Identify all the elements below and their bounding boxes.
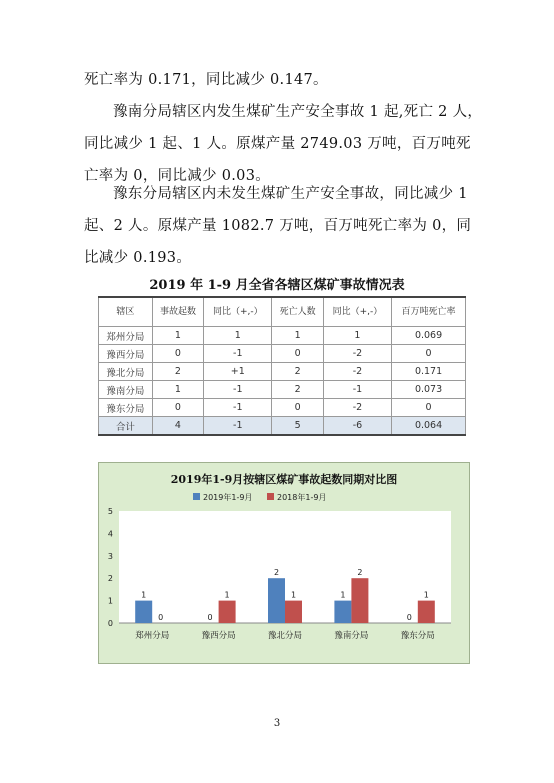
table-header-row bbox=[99, 297, 466, 327]
table-row bbox=[99, 345, 466, 363]
table-cell: -2 bbox=[323, 363, 391, 381]
chart-title: 2019年1-9月按辖区煤矿事故起数同期对比图 bbox=[170, 473, 398, 486]
data-label: 0 bbox=[406, 613, 412, 622]
legend-swatch bbox=[193, 493, 200, 500]
table-cell: 1 bbox=[204, 327, 272, 345]
bar bbox=[285, 601, 302, 623]
bar bbox=[334, 601, 351, 623]
table-total-row bbox=[99, 417, 466, 436]
table-row bbox=[99, 381, 466, 399]
table-header-cell: 死亡人数 bbox=[272, 297, 323, 327]
table-cell: 合计 bbox=[99, 417, 153, 436]
x-tick-label: 豫南分局 bbox=[334, 631, 369, 641]
table-cell: 0 bbox=[392, 399, 466, 417]
table-header-cell: 辖区 bbox=[99, 297, 153, 327]
table-cell: -2 bbox=[323, 399, 391, 417]
table-cell: 0 bbox=[152, 345, 203, 363]
table-cell: 豫北分局 bbox=[99, 363, 153, 381]
y-tick-label: 5 bbox=[107, 507, 113, 516]
data-label: 2 bbox=[273, 568, 280, 578]
table-cell: 1 bbox=[152, 381, 203, 399]
table-cell: 0.171 bbox=[392, 363, 466, 381]
table-header-cell: 同比（+,-） bbox=[204, 297, 272, 327]
table-cell: -1 bbox=[204, 345, 272, 363]
table-cell: +1 bbox=[204, 363, 272, 381]
legend-label: 2018年1-9月 bbox=[277, 493, 327, 502]
table-cell: 豫南分局 bbox=[99, 381, 153, 399]
table-cell: 2 bbox=[272, 363, 323, 381]
table-row bbox=[99, 327, 466, 345]
paragraph-1: 死亡率为 0.171，同比减少 0.147。 bbox=[84, 72, 328, 88]
data-label: 1 bbox=[141, 590, 147, 600]
table-cell: 0.069 bbox=[392, 327, 466, 345]
table-cell: 0.073 bbox=[392, 381, 466, 399]
table-cell: 郑州分局 bbox=[99, 327, 153, 345]
y-tick-label: 3 bbox=[107, 551, 113, 561]
page-number: 3 bbox=[273, 718, 281, 729]
data-label: 0 bbox=[158, 613, 164, 622]
y-tick-label: 1 bbox=[107, 596, 113, 606]
chart-container bbox=[98, 462, 470, 664]
bar-chart bbox=[99, 463, 469, 663]
x-tick-label: 郑州分局 bbox=[135, 631, 170, 641]
table-cell: 5 bbox=[272, 417, 323, 436]
table-cell: 豫东分局 bbox=[99, 399, 153, 417]
table-cell: -1 bbox=[204, 381, 272, 399]
x-tick-label: 豫西分局 bbox=[201, 631, 236, 641]
data-label: 1 bbox=[224, 590, 230, 600]
table-title: 2019 年 1-9 月全省各辖区煤矿事故情况表 bbox=[149, 278, 405, 293]
table-cell: 0 bbox=[272, 399, 323, 417]
legend-swatch bbox=[267, 493, 274, 500]
data-label: 1 bbox=[423, 590, 429, 600]
legend-label: 2019年1-9月 bbox=[203, 493, 253, 502]
bar bbox=[418, 601, 435, 623]
table-header-cell: 事故起数 bbox=[152, 297, 203, 327]
data-label: 0 bbox=[207, 613, 213, 622]
x-tick-label: 豫北分局 bbox=[267, 631, 303, 641]
table-cell: 1 bbox=[323, 327, 391, 345]
data-label: 2 bbox=[357, 568, 363, 578]
table-cell: 豫西分局 bbox=[99, 345, 153, 363]
y-tick-label: 2 bbox=[107, 574, 113, 584]
table-header-cell: 同比（+,-） bbox=[323, 297, 391, 327]
table-cell: 1 bbox=[272, 327, 323, 345]
table-cell: 2 bbox=[152, 363, 203, 381]
bar bbox=[268, 578, 285, 623]
table-cell: -2 bbox=[323, 345, 391, 363]
table-row bbox=[99, 363, 466, 381]
table-cell: 0 bbox=[272, 345, 323, 363]
table-cell: -1 bbox=[204, 399, 272, 417]
table-cell: -1 bbox=[204, 417, 272, 436]
bar bbox=[135, 601, 152, 623]
table-cell: 0 bbox=[392, 345, 466, 363]
x-tick-label: 豫东分局 bbox=[400, 631, 435, 641]
accident-table bbox=[98, 296, 466, 436]
table-cell: 2 bbox=[272, 381, 323, 399]
table-cell: -1 bbox=[323, 381, 391, 399]
table-cell: 0 bbox=[152, 399, 203, 417]
data-label: 1 bbox=[290, 590, 297, 600]
y-tick-label: 0 bbox=[107, 619, 113, 628]
data-label: 1 bbox=[340, 590, 346, 600]
table-row bbox=[99, 399, 466, 417]
table-cell: 1 bbox=[152, 327, 203, 345]
paragraph-2: 豫南分局辖区内发生煤矿生产安全事故 1 起,死亡 2 人，同比减少 1 起、1 人。原煤产量 2749.03 万吨，百万吨死亡率为 0，同比减少 0.03。 bbox=[84, 104, 483, 184]
table-cell: -6 bbox=[323, 417, 391, 436]
table-header-cell: 百万吨死亡率 bbox=[392, 297, 466, 327]
bar bbox=[351, 578, 368, 623]
table-cell: 4 bbox=[152, 417, 203, 436]
table-cell: 0.064 bbox=[392, 417, 466, 436]
y-tick-label: 4 bbox=[107, 529, 113, 539]
paragraph-3: 豫东分局辖区内未发生煤矿生产安全事故，同比减少 1 起、2 人。原煤产量 1082.7 万吨，百万吨死亡率为 0，同比减少 0.193。 bbox=[84, 186, 472, 266]
bar bbox=[219, 601, 236, 623]
